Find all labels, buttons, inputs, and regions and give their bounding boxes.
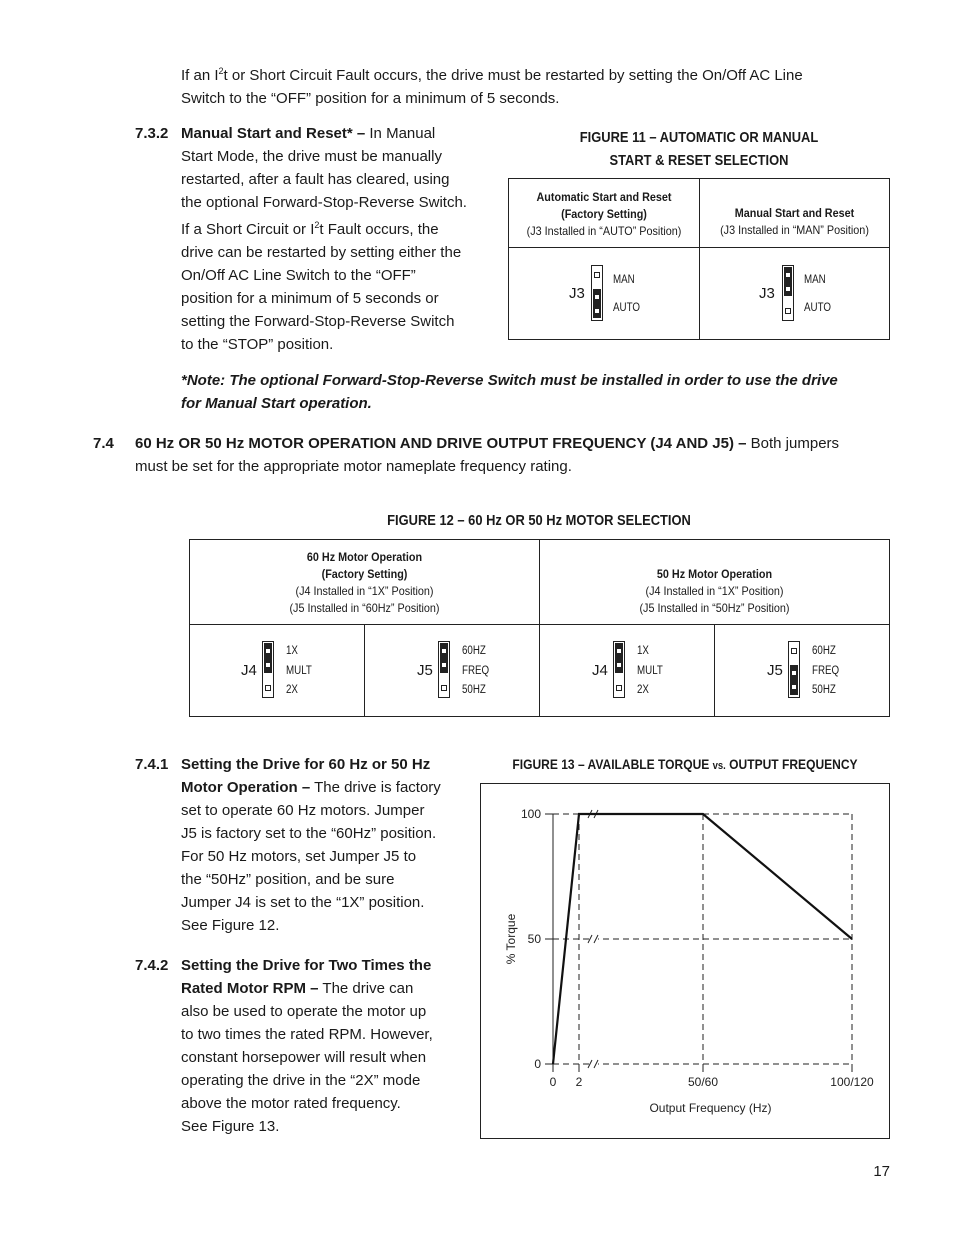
x-tick-label-2: 50/60 <box>687 1075 719 1089</box>
figure-11-table <box>508 178 890 340</box>
j3-pins-man: MAN AUTO <box>804 274 831 314</box>
manual-start-note: *Note: The optional Forward-Stop-Reverse Switch must be installed in order to use the drive for Manual Start operation. <box>181 372 838 412</box>
j4-pins-50: 1X MULT 2X <box>637 645 663 696</box>
j5-pins-60: 60HZ FREQ 50HZ <box>462 645 490 696</box>
j4-jumper-50 <box>615 643 623 673</box>
50hz-header: 50 Hz Motor Operation (J4 Installed in “1X” Position) (J5 Installed in “50Hz” Position) <box>639 567 790 615</box>
j3-pins-auto: MAN AUTO <box>613 274 640 314</box>
x-tick-label-0: 0 <box>549 1075 557 1089</box>
section-number-7-4-2: 7.4.2 <box>135 957 169 974</box>
j3-jumper-auto <box>593 289 601 318</box>
j3-label-man: J3 <box>759 285 775 302</box>
section-number-7-4-1: 7.4.1 <box>135 756 169 773</box>
section-7-4-2-body: Setting the Drive for Two Times the Rated Motor RPM – The drive can also be used to operate the motor up to two times the rated RPM. However, constant horsepower will result when operating the drive in the “2X” mode above the motor rated frequency. See Figure 13. <box>181 957 433 1135</box>
j3-header-man <box>782 265 794 321</box>
section-number-7-4: 7.4 <box>93 435 114 452</box>
section-7-4-1-body: Setting the Drive for 60 Hz or 50 Hz Motor Operation – The drive is factory set to operate 60 Hz motors. Jumper J5 is factory set to the “60Hz” position. For 50 Hz motors, set Jumper J5 to the “50Hz” position, and be sure Jumper J4 is set to the “1X” position. See Figure 12. <box>181 756 441 934</box>
60hz-header: 60 Hz Motor Operation (Factory Setting) (J4 Installed in “1X” Position) (J5 Installed in “60Hz” Position) <box>289 550 440 615</box>
x-tick-label-1: 2 <box>575 1075 583 1089</box>
j5-header-60 <box>438 641 450 698</box>
j4-label-50: J4 <box>592 662 608 679</box>
j4-header-60 <box>262 641 274 698</box>
y-tick-label-50: 50 <box>527 932 541 946</box>
figure-12-table <box>189 539 890 717</box>
page-number: 17 <box>873 1163 890 1180</box>
j5-pins-50: 60HZ FREQ 50HZ <box>812 645 840 696</box>
figure-11-title: FIGURE 11 – AUTOMATIC OR MANUAL START & RESET SELECTION <box>579 129 819 169</box>
x-tick-label-3: 100/120 <box>830 1075 874 1089</box>
intro-paragraph: If an $I^2t$ or Short Circuit Fault occurs, the drive must be restarted by setting the On/Off AC Line Switch to the “OFF” position for a minimum of 5 seconds. <box>181 66 803 107</box>
figure-13-frame <box>480 783 890 1139</box>
x-axis-label: Output Frequency (Hz) <box>649 1101 772 1115</box>
figure-12-title: FIGURE 12 – 60 Hz OR 50 Hz MOTOR SELECTION <box>387 512 691 529</box>
torque-chart <box>481 784 889 1138</box>
j3-label-auto: J3 <box>569 285 585 302</box>
j5-label-50: J5 <box>767 662 783 679</box>
section-number-7-3-2: 7.3.2 <box>135 125 169 142</box>
j4-jumper-60 <box>264 643 272 673</box>
j5-jumper-50 <box>790 665 798 695</box>
j5-label-60: J5 <box>417 662 433 679</box>
j4-header-50 <box>613 641 625 698</box>
j5-jumper-60 <box>440 643 448 673</box>
j5-header-50 <box>788 641 800 698</box>
section-7-4-body: 60 Hz OR 50 Hz MOTOR OPERATION AND DRIVE OUTPUT FREQUENCY (J4 AND J5) – Both jumpers must be set for the appropriate motor nameplate frequency rating. <box>135 435 840 475</box>
j4-label-60: J4 <box>241 662 257 679</box>
y-tick-label-100: 100 <box>520 807 541 821</box>
j3-header-auto <box>591 265 603 321</box>
j4-pins-60: 1X MULT 2X <box>286 645 312 696</box>
section-7-3-2-body: Manual Start and Reset* – In Manual Start Mode, the drive must be manually restarted, after a fault has cleared, using the optional Forward-Stop-Reverse Switch. If a Short Circuit or $I^2t$ Fault occurs, the drive can be restarted by setting either the On/Off AC Line Switch to the “OFF” position for a minimum of 5 seconds or setting the Forward-Stop-Reverse Switch to the “STOP” position. <box>181 125 467 353</box>
j3-jumper-man <box>784 267 792 296</box>
figure-13-title: FIGURE 13 – AVAILABLE TORQUE vs. OUTPUT FREQUENCY <box>512 756 858 772</box>
auto-start-header: Automatic Start and Reset (Factory Setting) (J3 Installed in “AUTO” Position) <box>526 190 682 238</box>
manual-start-header: Manual Start and Reset (J3 Installed in “MAN” Position) <box>720 206 869 237</box>
y-tick-label-0: 0 <box>534 1057 541 1071</box>
y-axis-label: % Torque <box>504 913 518 965</box>
